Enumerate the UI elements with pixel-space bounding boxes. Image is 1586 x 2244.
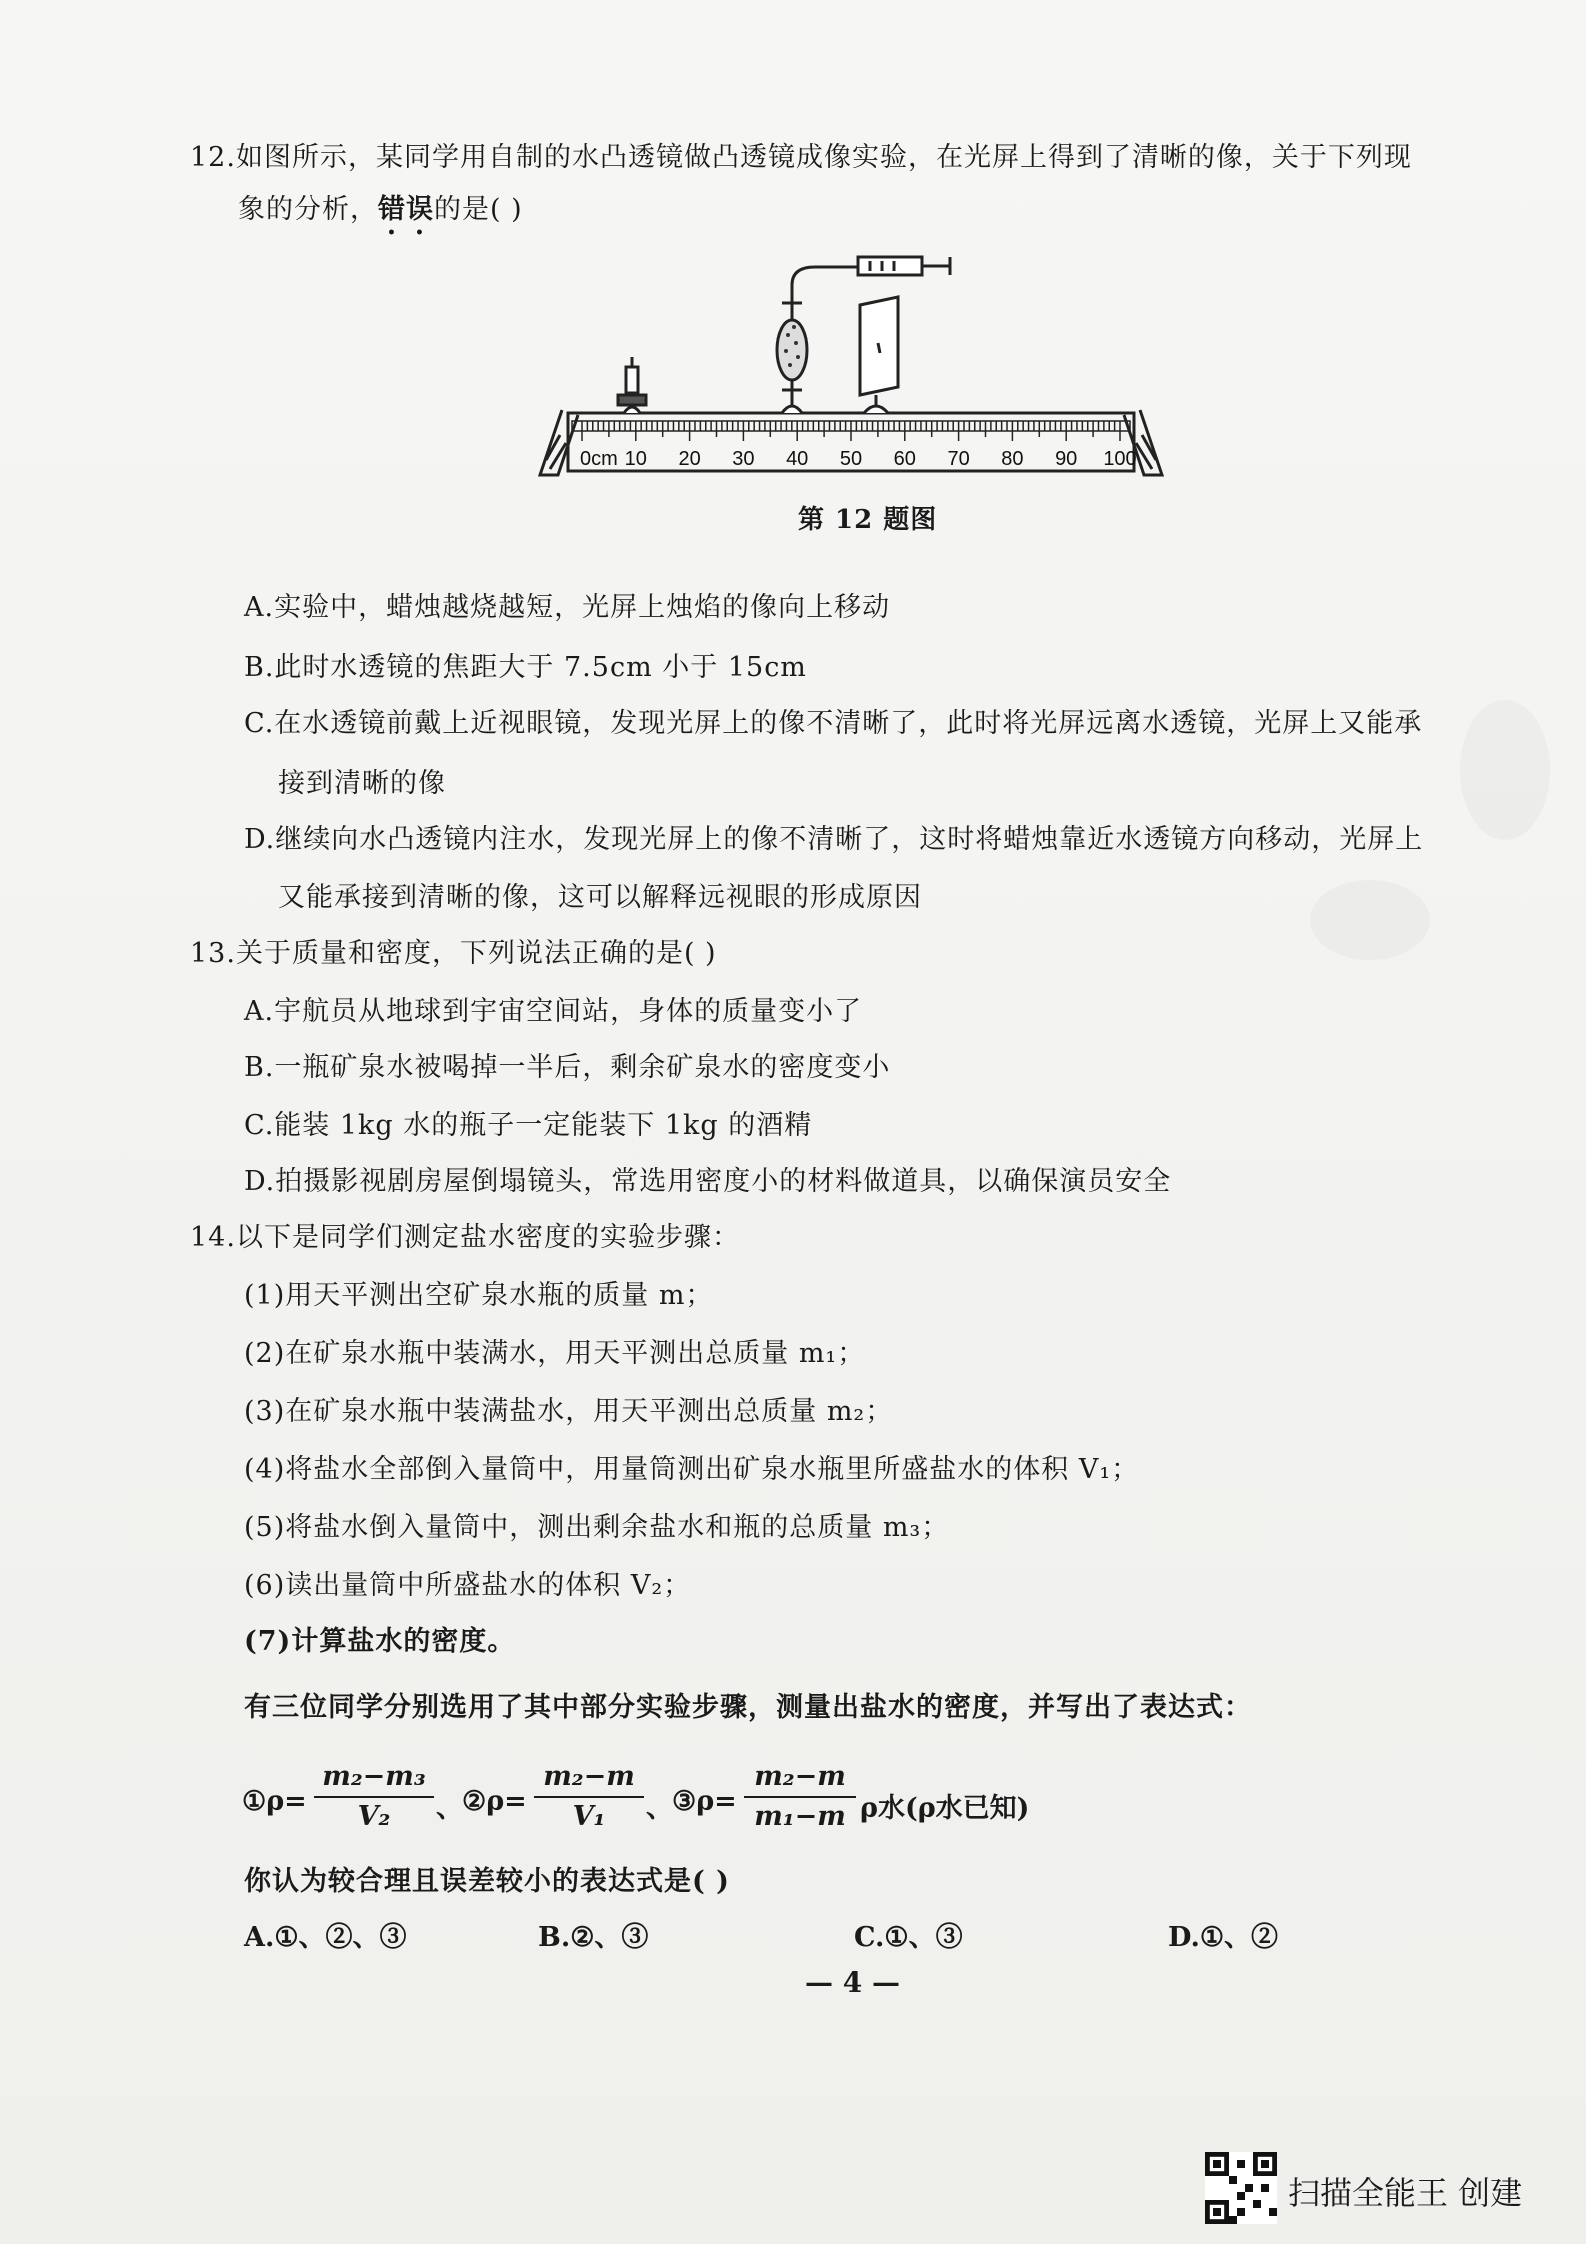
ruler-label: 20 (678, 448, 701, 470)
formula-sep-1: 、 (436, 1793, 463, 1824)
scan-smudge (1310, 880, 1430, 960)
q12-option-d-line2: 又能承接到清晰的像，这可以解释远视眼的形成原因 (278, 882, 922, 913)
ruler-label: 40 (786, 448, 809, 470)
q14-step-3: (3)在矿泉水瓶中装满盐水，用天平测出总质量 m₂； (244, 1396, 894, 1427)
left-bench-stand (540, 410, 578, 475)
ruler-label: 70 (947, 448, 970, 470)
q13-stem: 13.关于质量和密度，下列说法正确的是( ) (190, 938, 717, 969)
q14-option-c: C.①、③ (854, 1922, 963, 1953)
q12-option-c-line1: C.在水透镜前戴上近视眼镜，发现光屏上的像不清晰了，此时将光屏远离水透镜，光屏上又能承 (244, 708, 1423, 739)
formula-3-fraction (744, 1760, 856, 1834)
q12-stem-line2 (238, 190, 523, 241)
optical-bench-figure (520, 255, 1190, 485)
scan-smudge (1460, 700, 1550, 840)
formula-3-suffix: ρ水(ρ水已知) (860, 1793, 1030, 1824)
ruler-label: 30 (732, 448, 755, 470)
q13-option-d: D.拍摄影视剧房屋倒塌镜头，常选用密度小的材料做道具，以确保演员安全 (244, 1166, 1172, 1197)
ruler-label: 50 (839, 448, 863, 470)
formula-1-fraction (314, 1760, 434, 1834)
water-lens (777, 267, 860, 413)
q14-step-1: (1)用天平测出空矿泉水瓶的质量 m； (244, 1280, 714, 1311)
fraction-bar (744, 1796, 856, 1798)
formula-3-label: ③ρ= (672, 1786, 737, 1817)
formula-2-denominator: V₁ (572, 1801, 606, 1832)
q14-intro: 有三位同学分别选用了其中部分实验步骤，测量出盐水的密度，并写出了表达式： (244, 1692, 1252, 1723)
ruler-labels (580, 448, 1137, 470)
formula-3-numerator: m₂−m (754, 1761, 846, 1792)
q14-step-5: (5)将盐水倒入量筒中，测出剩余盐水和瓶的总质量 m₃； (244, 1512, 950, 1543)
q13-option-c: C.能装 1kg 水的瓶子一定能装下 1kg 的酒精 (244, 1110, 813, 1141)
formula-2-fraction (534, 1760, 644, 1834)
light-screen (860, 297, 898, 413)
candle (618, 357, 646, 413)
ruler-label: 0cm (580, 448, 618, 470)
formula-1-label: ①ρ= (242, 1786, 307, 1817)
q12-stem-line1: 12.如图所示，某同学用自制的水凸透镜做凸透镜成像实验，在光屏上得到了清晰的像，关于下列现 (190, 142, 1412, 173)
formula-1-denominator: V₂ (357, 1801, 391, 1832)
page-number: — 4 — (805, 1966, 900, 1999)
formula-2-label: ②ρ= (462, 1786, 527, 1817)
q14-option-a: A.①、②、③ (244, 1922, 407, 1953)
q14-step-6: (6)读出量筒中所盛盐水的体积 V₂； (244, 1570, 692, 1601)
q14-step-7: (7)计算盐水的密度。 (244, 1626, 516, 1657)
ruler-label: 60 (893, 448, 916, 470)
q14-question: 你认为较合理且误差较小的表达式是( ) (244, 1866, 730, 1897)
fraction-bar (314, 1796, 434, 1798)
ruler-label: 80 (1001, 448, 1024, 470)
fraction-bar (534, 1796, 644, 1798)
formula-2-numerator: m₂−m (543, 1761, 635, 1792)
q14-option-b: B.②、③ (538, 1922, 649, 1953)
formula-3-denominator: m₁−m (754, 1801, 846, 1832)
q12-option-c-line2: 接到清晰的像 (278, 768, 446, 799)
q12-stem-prefix: 象的分析， (238, 194, 378, 225)
ruler-label: 100 (1103, 448, 1137, 470)
figure-caption: 第 12 题图 (798, 505, 938, 535)
qr-code-icon (1205, 2152, 1277, 2224)
syringe (858, 257, 950, 275)
q12-option-b: B.此时水透镜的焦距大于 7.5cm 小于 15cm (244, 652, 807, 683)
scanner-watermark: 扫描全能王 创建 (1288, 2174, 1523, 2212)
q14-step-2: (2)在矿泉水瓶中装满水，用天平测出总质量 m₁； (244, 1338, 866, 1369)
q13-option-a: A.宇航员从地球到宇宙空间站，身体的质量变小了 (244, 996, 863, 1027)
q14-step-4: (4)将盐水全部倒入量筒中，用量筒测出矿泉水瓶里所盛盐水的体积 V₁； (244, 1454, 1140, 1485)
formula-1-numerator: m₂−m₃ (322, 1761, 426, 1792)
q12-blank: 的是( ) (434, 194, 523, 225)
formula-sep-2: 、 (646, 1793, 673, 1824)
q14-option-d: D.①、② (1168, 1922, 1279, 1953)
q12-emphasis: 错误 (378, 194, 434, 225)
q13-option-b: B.一瓶矿泉水被喝掉一半后，剩余矿泉水的密度变小 (244, 1052, 891, 1083)
q14-stem: 14.以下是同学们测定盐水密度的实验步骤： (190, 1222, 740, 1253)
ruler-label: 10 (624, 448, 647, 470)
ruler-label: 90 (1055, 448, 1078, 470)
q12-option-a: A.实验中，蜡烛越烧越短，光屏上烛焰的像向上移动 (244, 592, 891, 623)
q12-option-d-line1: D.继续向水凸透镜内注水，发现光屏上的像不清晰了，这时将蜡烛靠近水透镜方向移动，光屏上 (244, 824, 1424, 855)
ruler-ticks (582, 421, 1120, 441)
